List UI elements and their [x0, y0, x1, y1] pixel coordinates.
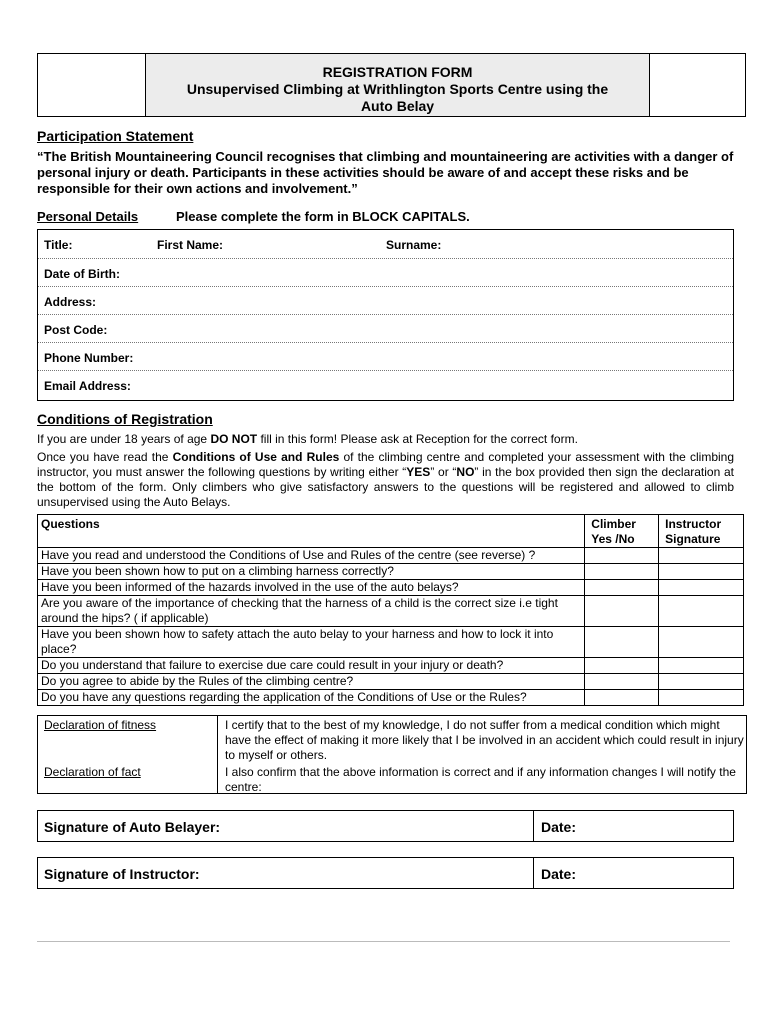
- question-row: [38, 548, 744, 564]
- instructor-signature-cell[interactable]: [659, 674, 744, 690]
- instructor-signature-cell[interactable]: [659, 658, 744, 674]
- footer-divider: [37, 941, 730, 942]
- conditions-text-c: ” or “: [430, 465, 457, 479]
- declaration-fact-text: I also confirm that the above information is correct and if any information changes I will notify the centre:: [225, 765, 736, 794]
- dob-row[interactable]: [38, 258, 733, 287]
- declaration-texts: [218, 716, 746, 793]
- declaration-table: [37, 715, 747, 794]
- question-row: [38, 658, 744, 674]
- form-title-line2: Unsupervised Climbing at Writhlington Sports Centre using the: [186, 81, 609, 97]
- climber-answer-cell[interactable]: [585, 596, 659, 627]
- phone-label: Phone Number:: [44, 351, 134, 365]
- first-name-label: First Name:: [157, 238, 224, 252]
- instructor-signature-cell[interactable]: [659, 580, 744, 596]
- climber-answer-cell[interactable]: [585, 658, 659, 674]
- age-notice: [37, 432, 737, 447]
- participation-heading: Participation Statement: [37, 128, 194, 144]
- age-notice-bold: DO NOT: [210, 432, 258, 446]
- title-label: Title:: [44, 238, 73, 252]
- question-row: [38, 596, 744, 627]
- age-notice-post: fill in this form! Please ask at Reception for the correct form.: [257, 432, 578, 446]
- instructor-header-line1: Instructor: [665, 517, 722, 531]
- question-row: [38, 674, 744, 690]
- conditions-text-d: ” in the box provided then sign the declaration at the bottom of the form. Only climbers who give satisfactory answers to the questions will be registered and allowed to climb unsupervised using the Auto Belays.: [37, 465, 734, 509]
- personal-details-table: [37, 229, 734, 401]
- postcode-row[interactable]: [38, 314, 733, 343]
- climber-answer-cell[interactable]: [585, 627, 659, 658]
- question-text: Have you been shown how to put on a climbing harness correctly?: [38, 564, 585, 580]
- surname-label: Surname:: [386, 238, 442, 252]
- personal-details-heading: Personal Details: [37, 209, 139, 224]
- instructor-header-line2: Signature: [665, 532, 721, 546]
- question-text: Do you agree to abide by the Rules of the climbing centre?: [38, 674, 585, 690]
- block-capitals-instruction: Please complete the form in BLOCK CAPITALS.: [176, 209, 470, 224]
- climber-answer-cell[interactable]: [585, 564, 659, 580]
- address-row[interactable]: [38, 286, 733, 315]
- question-text: Do you have any questions regarding the application of the Conditions of Use or the Rules?: [38, 690, 585, 706]
- instructor-header: [659, 515, 744, 548]
- question-row: [38, 627, 744, 658]
- signature-divider: [533, 858, 534, 888]
- question-row: [38, 690, 744, 706]
- climber-answer-cell[interactable]: [585, 580, 659, 596]
- email-row[interactable]: [38, 370, 733, 399]
- auto-belayer-signature-box[interactable]: [37, 810, 734, 842]
- address-label: Address:: [44, 295, 97, 309]
- name-row[interactable]: [38, 230, 733, 258]
- question-text: Are you aware of the importance of checking that the harness of a child is the correct size i.e tight around the hips? ( if applicable): [38, 596, 585, 627]
- age-notice-pre: If you are under 18 years of age: [37, 432, 211, 446]
- header-logo-cell: [38, 54, 146, 116]
- climber-header-line1: Climber: [591, 517, 636, 531]
- climber-answer-cell[interactable]: [585, 674, 659, 690]
- declaration-labels: [38, 716, 218, 793]
- instructor-signature-cell[interactable]: [659, 596, 744, 627]
- instructor-signature-cell[interactable]: [659, 627, 744, 658]
- conditions-heading: Conditions of Registration: [37, 411, 213, 427]
- climber-header-line2: Yes /No: [591, 532, 635, 546]
- header-right-cell: [650, 54, 745, 116]
- postcode-label: Post Code:: [44, 323, 108, 337]
- declaration-fitness-label: Declaration of fitness: [44, 718, 157, 732]
- auto-belayer-signature-label: Signature of Auto Belayer:: [44, 819, 221, 835]
- declaration-fitness-text: I certify that to the best of my knowledge, I do not suffer from a medical condition which might have the effect of making it more likely that I be involved in an accident which could result in injury to myself or others.: [225, 718, 744, 762]
- form-title-line3: Auto Belay: [360, 98, 435, 114]
- question-row: [38, 580, 744, 596]
- climber-answer-cell[interactable]: [585, 690, 659, 706]
- form-title: [146, 54, 650, 116]
- question-row: [38, 564, 744, 580]
- auto-belayer-date-label: Date:: [541, 819, 577, 835]
- instructor-signature-box[interactable]: [37, 857, 734, 889]
- question-text: Have you read and understood the Conditions of Use and Rules of the centre (see reverse) ?: [38, 548, 585, 564]
- phone-row[interactable]: [38, 342, 733, 371]
- dob-label: Date of Birth:: [44, 267, 120, 281]
- instructor-signature-cell[interactable]: [659, 548, 744, 564]
- form-title-line1: REGISTRATION FORM: [322, 64, 473, 80]
- conditions-text-b: of the climbing centre and completed your assessment with the climbing instructor, you must answer the following questions by writing either “: [37, 450, 735, 479]
- questions-header-row: [38, 515, 744, 548]
- questions-table: [37, 514, 744, 706]
- instructor-signature-label: Signature of Instructor:: [44, 866, 200, 882]
- email-label: Email Address:: [44, 379, 131, 393]
- climber-answer-cell[interactable]: [585, 548, 659, 564]
- participation-statement: “The British Mountaineering Council recognises that climbing and mountaineering are activities with a danger of personal injury or death. Participants in these activities should be aware of and accept these risks and be responsible for their own actions and involvement.”: [37, 149, 734, 196]
- question-text: Have you been informed of the hazards involved in the use of the auto belays?: [38, 580, 585, 596]
- climber-header: [585, 515, 659, 548]
- conditions-rules-bold: Conditions of Use and Rules: [172, 450, 340, 464]
- no-bold: NO: [456, 465, 475, 479]
- question-text: Have you been shown how to safety attach the auto belay to your harness and how to lock it into place?: [38, 627, 585, 658]
- conditions-paragraph: [37, 450, 734, 510]
- conditions-text-a: Once you have read the: [37, 450, 173, 464]
- instructor-date-label: Date:: [541, 866, 577, 882]
- declaration-fact-label: Declaration of fact: [44, 765, 141, 779]
- yes-bold: YES: [406, 465, 431, 479]
- signature-divider: [533, 811, 534, 841]
- instructor-signature-cell[interactable]: [659, 690, 744, 706]
- instructor-signature-cell[interactable]: [659, 564, 744, 580]
- questions-header: Questions: [38, 515, 585, 548]
- form-header: [37, 53, 746, 117]
- question-text: Do you understand that failure to exercise due care could result in your injury or death?: [38, 658, 585, 674]
